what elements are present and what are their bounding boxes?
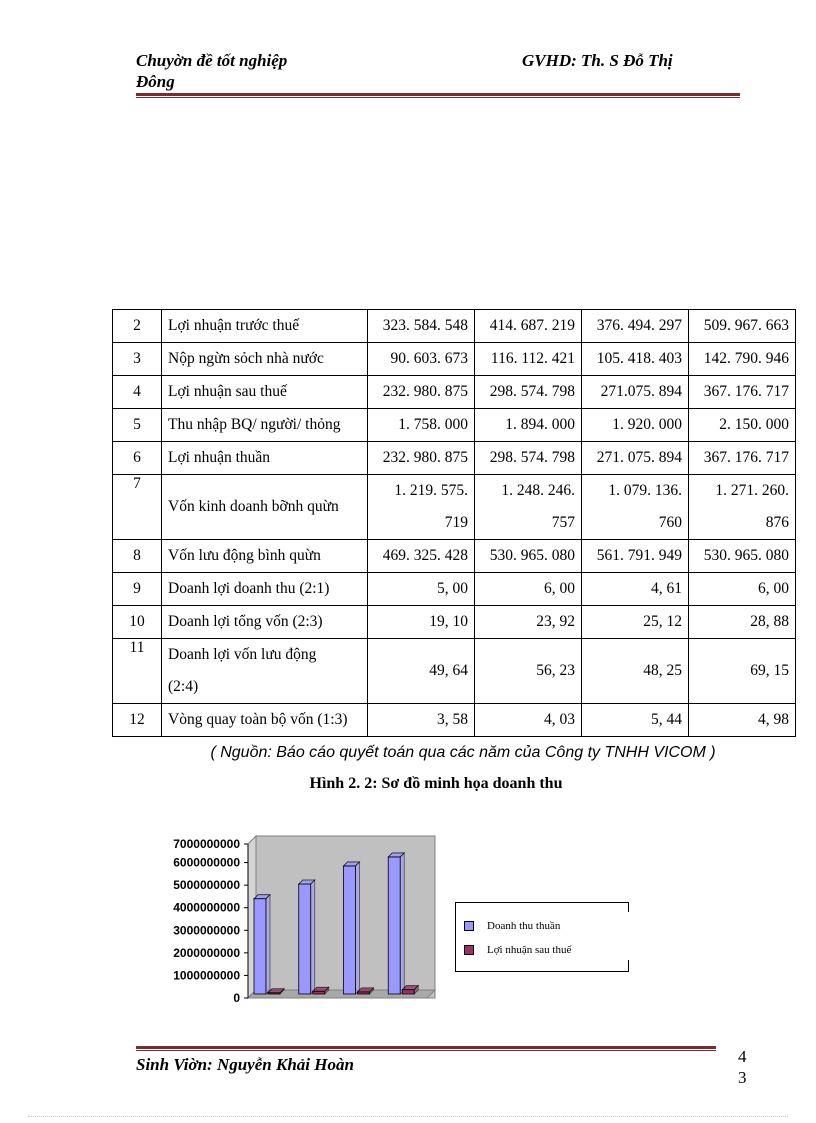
header-title-line1: Chuyờn đề tốt nghiệp [136, 51, 288, 70]
row-value: 5, 44 [582, 704, 689, 737]
legend-label-revenue: Doanh thu thuần [487, 920, 561, 932]
row-label: Nộp ngừn sỏch nhà nước [162, 343, 368, 376]
row-value: 1. 920. 000 [582, 409, 689, 442]
bar-revenue-side [400, 853, 404, 994]
row-value: 4, 03 [475, 704, 582, 737]
row-label: Lợi nhuận sau thuế [162, 376, 368, 409]
table-row [113, 704, 796, 737]
row-value: 6, 00 [475, 573, 582, 606]
row-label-part: (2:4) [168, 678, 199, 695]
row-value: 367. 176. 717 [689, 376, 796, 409]
row-number: 8 [113, 540, 162, 573]
table-row [113, 639, 796, 704]
row-value: 69, 15 [689, 639, 796, 704]
row-value: 56, 23 [475, 639, 582, 704]
page-edge [28, 1116, 788, 1117]
row-value-part: 1. 079. 136. [608, 482, 682, 499]
header-rule-thin [136, 97, 740, 98]
row-label: Vốn lưu động bình quừn [162, 540, 368, 573]
legend-item-revenue [464, 920, 560, 932]
row-value: 271.075. 894 [582, 376, 689, 409]
row-value [368, 475, 475, 540]
row-value: 323. 584. 548 [368, 310, 475, 343]
source-note: ( Nguồn: Báo cáo quyết toán qua các năm của Công ty TNHH VICOM ) [210, 744, 716, 761]
y-tick-label: 3000000000 [173, 923, 240, 938]
row-value-part: 1. 248. 246. [501, 482, 575, 499]
row-value-part: 1. 271. 260. [715, 482, 789, 499]
row-value: 28, 88 [689, 606, 796, 639]
row-value-part: 876 [765, 514, 789, 531]
row-label: Doanh lợi doanh thu (2:1) [162, 573, 368, 606]
bar-revenue-side [311, 880, 315, 994]
row-value: 376. 494. 297 [582, 310, 689, 343]
table-row [113, 606, 796, 639]
row-value [582, 475, 689, 540]
bar-revenue [254, 899, 266, 994]
header-title-line2: Đông [136, 72, 175, 91]
row-value: 4, 98 [689, 704, 796, 737]
row-label-part: Doanh lợi vốn lưu động [168, 646, 317, 663]
row-value: 2. 150. 000 [689, 409, 796, 442]
page-number-2: 3 [738, 1068, 747, 1087]
bar-revenue [344, 866, 356, 994]
row-value: 1. 758. 000 [368, 409, 475, 442]
row-number: 7 [113, 475, 162, 540]
table-row [113, 573, 796, 606]
bar-revenue [299, 884, 311, 994]
row-value-part: 1. 219. 575. [394, 482, 468, 499]
bar-revenue-side [356, 862, 360, 994]
bar-profit [313, 991, 325, 994]
table-row [113, 310, 796, 343]
row-value: 298. 574. 798 [475, 376, 582, 409]
header-rule [136, 93, 740, 96]
legend-swatch-revenue [464, 921, 474, 931]
row-value [475, 475, 582, 540]
row-value: 530. 965. 080 [689, 540, 796, 573]
table-row [113, 475, 796, 540]
legend-swatch-profit [464, 945, 474, 955]
table-row [113, 343, 796, 376]
row-label: Lợi nhuận thuần [162, 442, 368, 475]
bar-profit [402, 990, 414, 994]
row-number: 6 [113, 442, 162, 475]
row-value: 142. 790. 946 [689, 343, 796, 376]
table-row [113, 540, 796, 573]
financial-table [112, 309, 796, 737]
y-tick-label: 1000000000 [173, 968, 240, 983]
row-label: Vòng quay toàn bộ vốn (1:3) [162, 704, 368, 737]
y-tick-label: 7000000000 [173, 837, 240, 851]
row-value: 3, 58 [368, 704, 475, 737]
row-value: 4, 61 [582, 573, 689, 606]
row-value: 561. 791. 949 [582, 540, 689, 573]
figure-caption: Hình 2. 2: Sơ đồ minh họa doanh thu [309, 775, 563, 792]
row-value-part: 757 [551, 514, 575, 531]
row-value: 232. 980. 875 [368, 376, 475, 409]
row-value: 509. 967. 663 [689, 310, 796, 343]
y-tick-label: 4000000000 [173, 900, 240, 915]
row-value: 6, 00 [689, 573, 796, 606]
row-label [162, 639, 368, 704]
revenue-bar-chart [150, 828, 450, 1008]
row-number: 2 [113, 310, 162, 343]
row-number: 5 [113, 409, 162, 442]
row-value-part: 719 [444, 514, 468, 531]
row-label: Vốn kinh doanh bỡnh quừn [162, 475, 368, 540]
row-value: 414. 687. 219 [475, 310, 582, 343]
row-value: 48, 25 [582, 639, 689, 704]
y-tick-label: 2000000000 [173, 945, 240, 960]
bar-revenue [388, 857, 400, 994]
row-value [689, 475, 796, 540]
row-number: 4 [113, 376, 162, 409]
y-tick-label: 5000000000 [173, 878, 240, 893]
row-number: 12 [113, 704, 162, 737]
row-value: 232. 980. 875 [368, 442, 475, 475]
row-value: 49, 64 [368, 639, 475, 704]
row-value: 1. 894. 000 [475, 409, 582, 442]
y-tick-label: 0 [233, 991, 240, 1005]
row-number: 3 [113, 343, 162, 376]
header-supervisor: GVHD: Th. S Đỗ Thị [522, 51, 673, 70]
row-value: 19, 10 [368, 606, 475, 639]
table-row [113, 442, 796, 475]
row-number: 10 [113, 606, 162, 639]
row-label: Lợi nhuận trước thuế [162, 310, 368, 343]
legend-item-profit [464, 944, 571, 956]
footer-author: Sinh Viờn: Nguyễn Khải Hoàn [136, 1055, 354, 1074]
row-number: 9 [113, 573, 162, 606]
bar-revenue-side [266, 895, 270, 994]
chart-legend [455, 902, 629, 972]
row-value-part: 760 [658, 514, 682, 531]
header-title [136, 50, 287, 92]
row-value: 23, 92 [475, 606, 582, 639]
page-number-1: 4 [738, 1047, 747, 1066]
row-value: 25, 12 [582, 606, 689, 639]
table-row [113, 376, 796, 409]
row-value: 90. 603. 673 [368, 343, 475, 376]
row-label: Thu nhập BQ/ người/ thỏng [162, 409, 368, 442]
row-value: 530. 965. 080 [475, 540, 582, 573]
legend-label-profit: Lợi nhuận sau thuế [487, 944, 572, 956]
row-value: 116. 112. 421 [475, 343, 582, 376]
row-value: 367. 176. 717 [689, 442, 796, 475]
table-row [113, 409, 796, 442]
row-value: 271. 075. 894 [582, 442, 689, 475]
row-label: Doanh lợi tổng vốn (2:3) [162, 606, 368, 639]
footer-rule-thin [136, 1050, 716, 1051]
row-value: 105. 418. 403 [582, 343, 689, 376]
row-value: 5, 00 [368, 573, 475, 606]
row-value: 469. 325. 428 [368, 540, 475, 573]
row-number: 11 [113, 639, 162, 704]
row-value: 298. 574. 798 [475, 442, 582, 475]
footer-rule [136, 1046, 716, 1049]
y-tick-label: 6000000000 [173, 855, 240, 870]
